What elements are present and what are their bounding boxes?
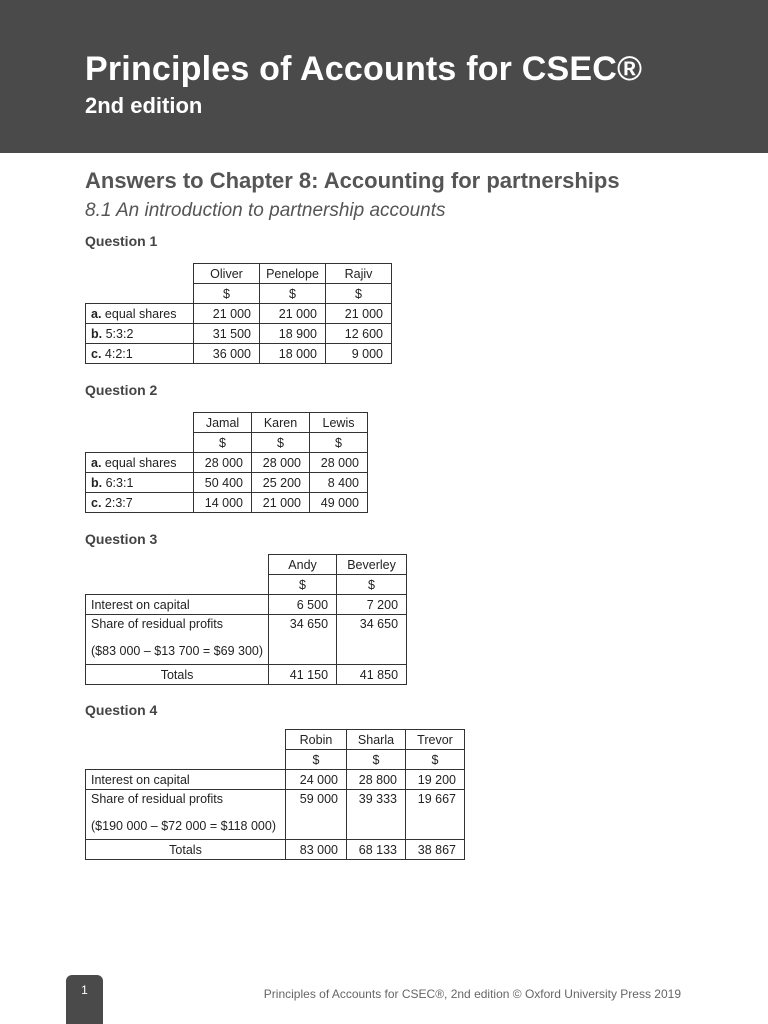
partner-header: Beverley [337, 555, 407, 575]
value-cell: 8 400 [310, 473, 368, 493]
currency-cell: $ [194, 433, 252, 453]
value-cell: 34 650 [337, 615, 407, 665]
value-cell: 31 500 [194, 324, 260, 344]
value-cell: 28 800 [347, 770, 406, 790]
partner-header: Jamal [194, 413, 252, 433]
footer-copyright: Principles of Accounts for CSEC®, 2nd edition © Oxford University Press 2019 [263, 987, 681, 1001]
value-cell: 12 600 [326, 324, 392, 344]
row-label [86, 615, 269, 665]
book-title: Principles of Accounts for CSEC® [85, 50, 643, 88]
value-cell: 18 000 [260, 344, 326, 364]
currency-cell: $ [260, 284, 326, 304]
currency-cell: $ [326, 284, 392, 304]
row-label [86, 304, 194, 324]
row-label: Interest on capital [86, 595, 269, 615]
row-label-text: 4:2:1 [104, 346, 133, 361]
totals-row [86, 840, 465, 860]
partner-header: Lewis [310, 413, 368, 433]
table-row [86, 453, 368, 473]
page-number-tab [66, 975, 103, 1024]
row-label-text: equal shares [104, 455, 177, 470]
question-4-label: Question 4 [85, 702, 158, 718]
table-row [86, 473, 368, 493]
question-3-label: Question 3 [85, 531, 158, 547]
partner-header: Penelope [260, 264, 326, 284]
value-cell: 28 000 [194, 453, 252, 473]
totals-row [86, 665, 407, 685]
currency-cell: $ [252, 433, 310, 453]
value-cell: 19 200 [406, 770, 465, 790]
value-cell: 83 000 [286, 840, 347, 860]
row-letter: a. [91, 306, 102, 321]
currency-cell: $ [347, 750, 406, 770]
currency-cell: $ [269, 575, 337, 595]
table-header-row [86, 413, 368, 433]
currency-cell: $ [406, 750, 465, 770]
row-label-text: equal shares [104, 306, 177, 321]
row-label [86, 473, 194, 493]
row-letter: b. [91, 326, 103, 341]
row-letter: c. [91, 346, 102, 361]
table-header-row [86, 264, 392, 284]
table-header-row [86, 730, 465, 750]
table-row [86, 770, 465, 790]
value-cell: 21 000 [260, 304, 326, 324]
value-cell: 19 667 [406, 790, 465, 840]
row-label [86, 493, 194, 513]
partner-header: Robin [286, 730, 347, 750]
currency-cell: $ [310, 433, 368, 453]
question-1-label: Question 1 [85, 233, 158, 249]
value-cell: 7 200 [337, 595, 407, 615]
table-row [86, 324, 392, 344]
currency-cell: $ [337, 575, 407, 595]
book-edition: 2nd edition [85, 93, 203, 118]
currency-cell: $ [286, 750, 347, 770]
currency-row [86, 433, 368, 453]
row-letter: c. [91, 495, 102, 510]
value-cell: 28 000 [310, 453, 368, 473]
totals-label: Totals [86, 840, 286, 860]
table-row [86, 595, 407, 615]
currency-row [86, 750, 465, 770]
partner-header: Oliver [194, 264, 260, 284]
value-cell: 24 000 [286, 770, 347, 790]
row-label-text: Share of residual profits [91, 617, 224, 631]
value-cell: 34 650 [269, 615, 337, 665]
value-cell: 38 867 [406, 840, 465, 860]
value-cell: 50 400 [194, 473, 252, 493]
question-4-table [85, 729, 465, 860]
value-cell: 68 133 [347, 840, 406, 860]
value-cell: 21 000 [252, 493, 310, 513]
value-cell: 18 900 [260, 324, 326, 344]
value-cell: 59 000 [286, 790, 347, 840]
question-2-label: Question 2 [85, 382, 158, 398]
value-cell: 36 000 [194, 344, 260, 364]
partner-header: Karen [252, 413, 310, 433]
row-label-text: 5:3:2 [105, 326, 134, 341]
table-row [86, 344, 392, 364]
value-cell: 21 000 [326, 304, 392, 324]
value-cell: 41 150 [269, 665, 337, 685]
currency-cell: $ [194, 284, 260, 304]
partner-header: Rajiv [326, 264, 392, 284]
row-label [86, 344, 194, 364]
value-cell: 41 850 [337, 665, 407, 685]
currency-row [86, 575, 407, 595]
table-row [86, 790, 465, 840]
question-2-table [85, 412, 368, 513]
value-cell: 28 000 [252, 453, 310, 473]
row-label-text: 6:3:1 [105, 475, 134, 490]
partner-header: Trevor [406, 730, 465, 750]
row-letter: a. [91, 455, 102, 470]
table-header-row [86, 555, 407, 575]
value-cell: 49 000 [310, 493, 368, 513]
row-label-text: Share of residual profits [91, 792, 224, 806]
value-cell: 6 500 [269, 595, 337, 615]
calculation-note: ($83 000 – $13 700 = $69 300) [91, 644, 264, 658]
value-cell: 14 000 [194, 493, 252, 513]
page-number: 1 [81, 983, 88, 997]
totals-label: Totals [86, 665, 269, 685]
calculation-note: ($190 000 – $72 000 = $118 000) [91, 819, 276, 833]
partner-header: Sharla [347, 730, 406, 750]
row-label [86, 324, 194, 344]
value-cell: 9 000 [326, 344, 392, 364]
row-label [86, 790, 286, 840]
question-3-table [85, 554, 407, 685]
row-label-text: 2:3:7 [104, 495, 133, 510]
question-1-table [85, 263, 392, 364]
currency-row [86, 284, 392, 304]
value-cell: 39 333 [347, 790, 406, 840]
table-row [86, 304, 392, 324]
chapter-title: Answers to Chapter 8: Accounting for partnerships [85, 168, 620, 193]
row-label [86, 453, 194, 473]
value-cell: 21 000 [194, 304, 260, 324]
row-label: Interest on capital [86, 770, 286, 790]
table-row [86, 493, 368, 513]
table-row [86, 615, 407, 665]
row-letter: b. [91, 475, 103, 490]
section-title: 8.1 An introduction to partnership accounts [85, 200, 446, 221]
partner-header: Andy [269, 555, 337, 575]
value-cell: 25 200 [252, 473, 310, 493]
header-banner [0, 0, 768, 153]
